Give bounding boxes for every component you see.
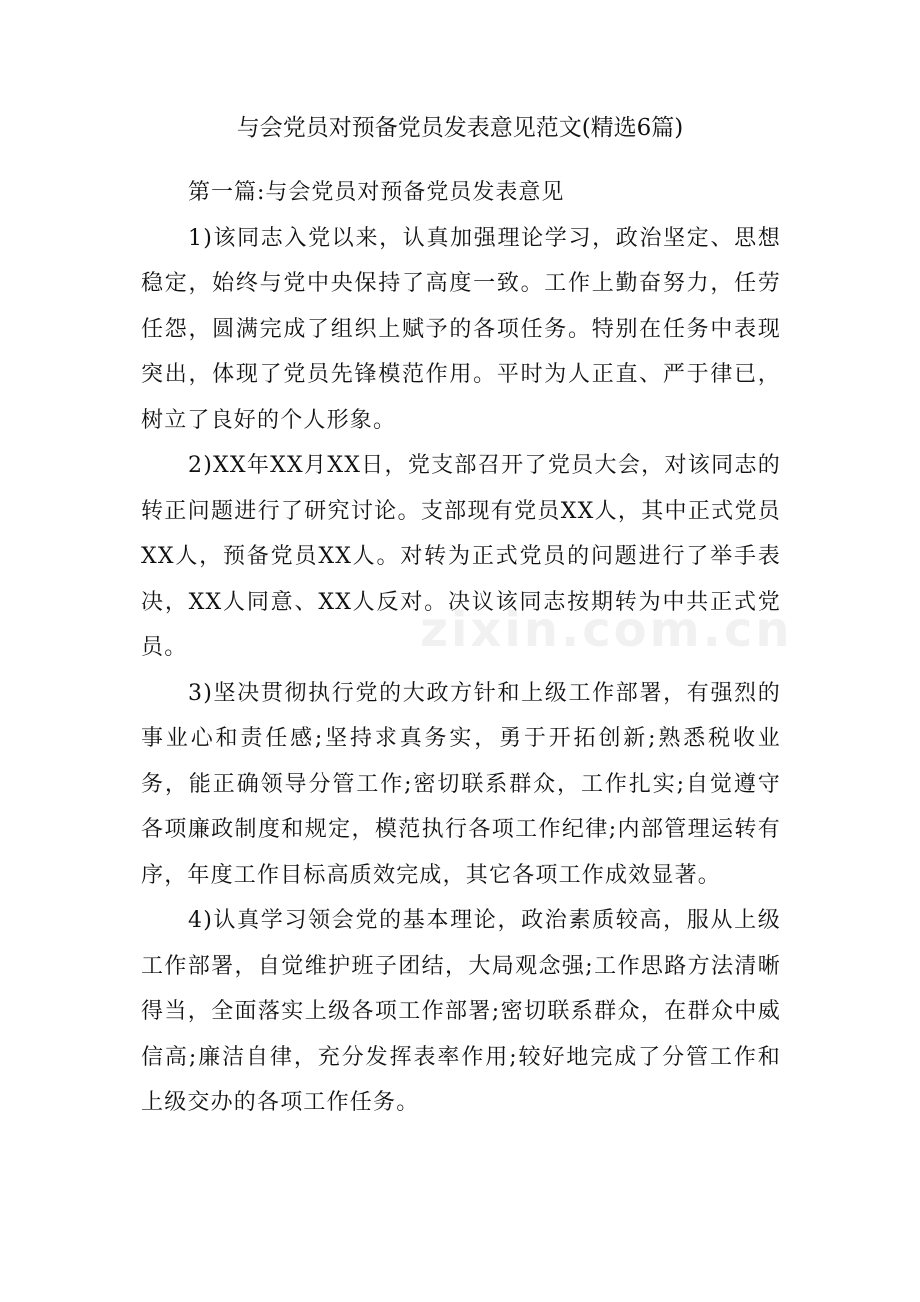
paragraph-3: 3)坚决贯彻执行党的大政方针和上级工作部署，有强烈的事业心和责任感;坚持求真务实，勇于开拓创新;熟悉税收业务，能正确领导分管工作;密切联系群众，工作扎实;自觉遵守各项廉政制度和规定，模范执行各项工作纪律;内部管理运转有序，年度工作目标高质效完成，其它各项工作成效显著。 bbox=[141, 680, 781, 888]
paragraph-4: 4)认真学习领会党的基本理论，政治素质较高，服从上级工作部署，自觉维护班子团结，大局观念强;工作思路方法清晰得当，全面落实上级各项工作部署;密切联系群众，在群众中威信高;廉洁自律，充分发挥表率作用;较好地完成了分管工作和上级交办的各项工作任务。 bbox=[141, 908, 781, 1115]
paragraph-1: 1)该同志入党以来，认真加强理论学习，政治坚定、思想稳定，始终与党中央保持了高度一致。工作上勤奋努力，任劳任怨，圆满完成了组织上赋予的各项任务。特别在任务中表现突出，体现了党员先锋模范作用。平时为人正直、严于律已，树立了良好的个人形象。 bbox=[141, 225, 781, 433]
paragraph-2: 2)XX年XX月XX日，党支部召开了党员大会，对该同志的转正问题进行了研究讨论。支部现有党员XX人，其中正式党员XX人，预备党员XX人。对转为正式党员的问题进行了举手表决，XX人同意、XX人反对。决议该同志按期转为中共正式党员。 bbox=[141, 453, 781, 660]
document-title: 与会党员对预备党员发表意见范文(精选6篇) bbox=[236, 115, 684, 141]
document-body bbox=[141, 170, 793, 1126]
section-heading: 第一篇:与会党员对预备党员发表意见 bbox=[188, 180, 565, 205]
watermark: zixin.com.cn bbox=[420, 602, 793, 658]
